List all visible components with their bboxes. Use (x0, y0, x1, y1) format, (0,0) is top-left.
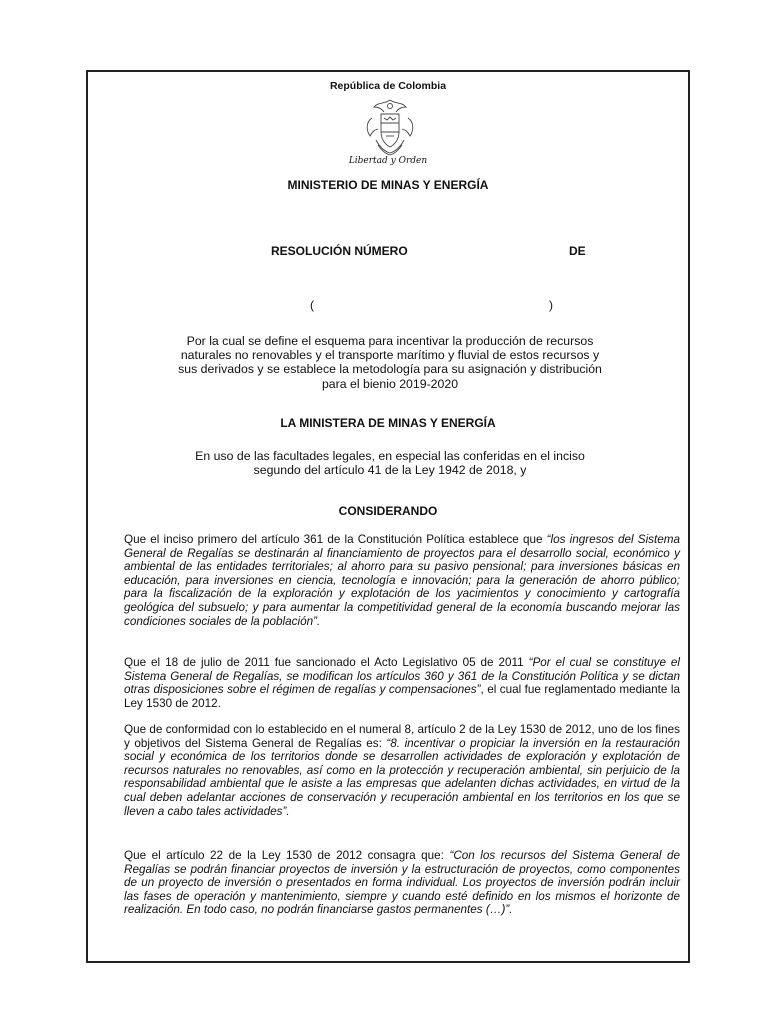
paragraph-4-quote: “Con los recursos del Sistema General de Regalías se podrán financiar proyectos de inversión y la estructuración de proyectos, como componentes de un proyecto de inversión o presentados en forma individual. Los proyectos de inversión podrán incluir las fases de operación y mantenimiento, siempre y cuando esté definido en los mismos el horizonte de realización. En todo caso, no podrán financiarse gastos permanentes (…)”. (124, 849, 680, 917)
paren-close: ) (549, 298, 553, 312)
resolution-date-label: DE (569, 244, 586, 258)
ministry-title: MINISTERIO DE MINAS Y ENERGÍA (287, 178, 489, 192)
resolution-number-label: RESOLUCIÓN NÚMERO (271, 244, 408, 258)
paragraph-2-quote: “Por el cual se constituye el Sistema General de Regalías, se modifican los artículos 360 y 361 de la Constitución Política y se dictan otras disposiciones sobre el régimen de regalías y compensaciones” (124, 656, 681, 697)
considerando-paragraph-4 (124, 849, 680, 917)
considerando-paragraph-1 (124, 533, 680, 628)
motto-text: Libertad y Orden (348, 156, 428, 166)
considerando-heading: CONSIDERANDO (338, 504, 438, 518)
minister-title: LA MINISTERA DE MINAS Y ENERGÍA (280, 416, 496, 430)
paragraph-3-quote: “8. incentivar o propiciar la inversión en la restauración social y económica de los territorios donde se desarrollen actividades de exploración y explotación de recursos naturales no renovables, así como en la protección y recuperación ambiental, sin perjuicio de la responsabilidad ambiental que le asiste a las empresas que adelanten dichas actividades, en virtud de la cual deben adelantar acciones de conservación y recuperación ambiental en los territorios en los que se lleven a cabo tales actividades”. (124, 736, 680, 818)
resolution-subject: Por la cual se define el esquema para incentivar la producción de recursos naturales no renovables y el transporte marítimo y fluvial de estos recursos y sus derivados y se establece la metodología para su asignación y distribución para el bienio 2019-2020 (178, 334, 602, 391)
paragraph-2-intro: Que el 18 de julio de 2011 fue sancionado el Acto Legislativo 05 de 2011 (124, 656, 529, 669)
paragraph-3-intro: Que de conformidad con lo establecido en el numeral 8, artículo 2 de la Ley 1530 de 2012, uno de los fines y objetivos del Sistema General de Regalías es: (124, 723, 680, 750)
paragraph-2-end: , el cual fue reglamentado mediante la Ley 1530 de 2012. (124, 683, 680, 710)
paren-open: ( (310, 298, 314, 312)
paragraph-1-intro: Que el inciso primero del artículo 361 de la Constitución Política establece que (124, 533, 547, 546)
considerando-paragraph-2 (124, 656, 680, 710)
paragraph-1-quote: “los ingresos del Sistema General de Regalías se destinarán al financiamiento de proyectos para el desarrollo social, económico y ambiental de las entidades territoriales; al ahorro para su pasivo pensional; para inversiones básicas en educación, para inversiones en ciencia, tecnología e innovación; para la generación de ahorro público; para la fiscalización de la exploración y explotación de los yacimientos y conocimiento y cartografía geológica del subsuelo; y para aumentar la competitividad general de la economía buscando mejorar las condiciones sociales de la población”. (124, 533, 680, 628)
paragraph-4-intro: Que el artículo 22 de la Ley 1530 de 2012 consagra que: (124, 849, 450, 862)
facultades-paragraph: En uso de las facultades legales, en especial las conferidas en el inciso segundo del artículo 41 de la Ley 1942 de 2018, y (195, 449, 585, 478)
country-header: República de Colombia (329, 80, 447, 92)
considerando-paragraph-3 (124, 723, 680, 818)
document-page (86, 70, 690, 963)
